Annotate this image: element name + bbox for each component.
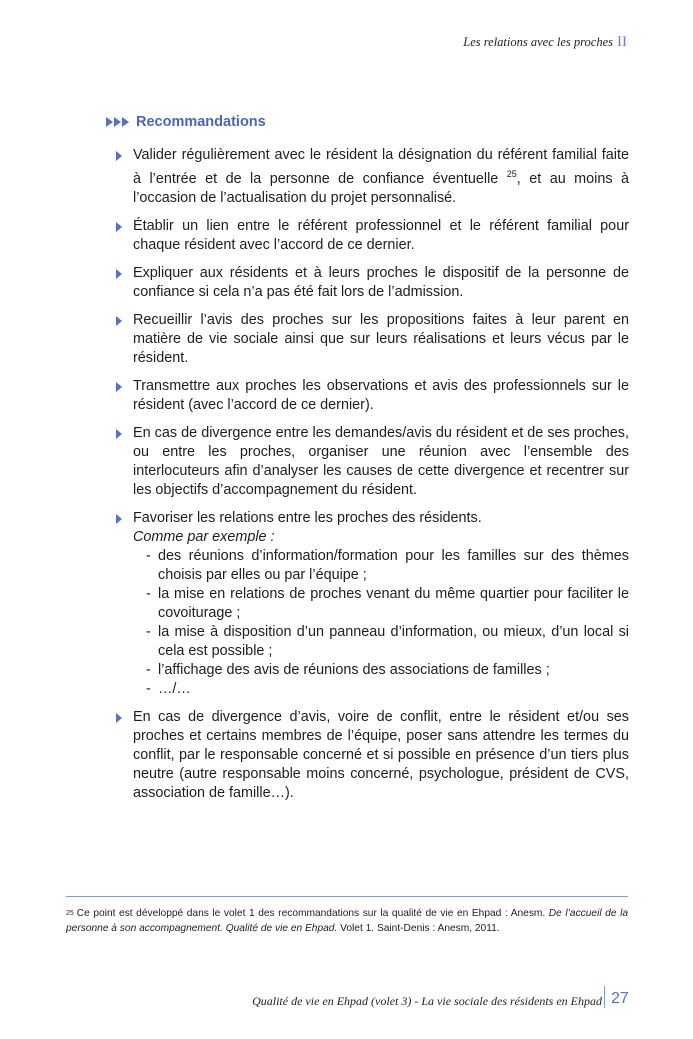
footer-publication: Qualité de vie en Ehpad (volet 3) - La vie sociale des résidents en Ehpad [252,994,602,1008]
chapter-number: II [617,34,627,50]
sub-list-item: - …/… [146,680,191,697]
sub-item-text: …/… [158,680,191,697]
bullet-triangle-icon [116,713,122,723]
item-text: Transmettre aux proches les observations et avis des professionnels sur le résident (avec l’accord de ce dernier). [133,377,629,413]
sub-list-item: - des réunions d’information/formation pour les familles sur des thèmes choisis par elles ou par l’équipe ; [146,547,629,583]
example-intro: Comme par exemple : [133,528,275,545]
sub-item-text: des réunions d’information/formation pour les familles sur des thèmes choisis par elles ou par l’équipe ; [158,547,629,583]
item-text: Établir un lien entre le référent professionnel et le référent familial pour chaque résident avec l’accord de ce dernier. [133,217,629,253]
bullet-triangle-icon [116,316,122,326]
section-title: Recommandations [136,114,266,130]
list-item [114,264,629,302]
list-item [114,424,629,500]
item-text-cont: , et au moins à l’occasion de l’actualisation du projet personnalisé. [133,170,630,206]
sub-item-text: l’affichage des avis de réunions des associations de familles ; [158,661,550,678]
page-number: 27 [611,990,629,1007]
footnote-text: Ce point est développé dans le volet 1 des recommandations sur la qualité de vie en Ehpad : Anesm. [76,908,549,919]
footnote-number: 25 [66,910,74,917]
bullet-triangle-icon [116,222,122,232]
sub-list-item: - l’affichage des avis de réunions des associations de familles ; [146,661,550,678]
sub-item-text: la mise à disposition d’un panneau d’information, ou mieux, d’un local si cela est possible ; [158,623,629,659]
footnote-source: Volet 1. Saint-Denis : Anesm, 2011. [337,923,500,934]
item-text: En cas de divergence d’avis, voire de conflit, entre le résident et/ou ses proches et certains membres de l’équipe, poser sans attendre les termes du conflit, par le responsable concerné et si possible en présence d’un tiers plus neutre (autre responsable moins concerné, psychologue, président de CVS, association de famille…). [133,708,629,801]
footnote-divider [66,896,628,897]
bullet-triangle-icon [116,382,122,392]
running-title: Les relations avec les proches [463,35,613,49]
running-header [463,34,627,51]
item-text: Recueillir l’avis des proches sur les propositions faites à leur parent en matière de vie sociale ainsi que sur leurs réalisations et leurs vécus par le résident. [133,311,629,366]
sub-list-item: - la mise en relations de proches venant du même quartier pour faciliter le covoiturage ; [146,585,629,621]
item-text: Valider régulièrement avec le résident la désignation du référent familial faite à l’entrée et de la personne de confiance éventuelle [133,147,629,187]
triple-arrow-icon [106,117,130,127]
list-item [114,708,629,803]
list-item [114,311,629,368]
sub-item-text: la mise en relations de proches venant du même quartier pour faciliter le covoiturage ; [158,585,629,621]
bullet-triangle-icon [116,151,122,161]
list-item [114,377,629,415]
list-item [114,146,629,208]
footnote-title: De l’accueil de la personne à son accompagnement. Qualité de vie en Ehpad. [66,908,628,934]
section-heading [106,114,266,130]
list-item [114,509,629,699]
item-text: Favoriser les relations entre les proches des résidents. [133,509,482,526]
sub-list-item: - la mise à disposition d’un panneau d’information, ou mieux, d’un local si cela est possible ; [146,623,629,659]
bullet-triangle-icon [116,429,122,439]
item-text: Expliquer aux résidents et à leurs proches le dispositif de la personne de confiance si cela n’a pas été fait lors de l’admission. [133,264,629,300]
recommendation-list [114,146,629,812]
footnote [66,906,628,936]
footer-divider [604,986,605,1008]
bullet-triangle-icon [116,514,122,524]
item-text: En cas de divergence entre les demandes/avis du résident et de ses proches, ou entre les proches, organiser une réunion avec l’ensemble des interlocuteurs afin d’analyser les causes de cette divergence et recentrer sur les objectifs d’accompagnement du résident. [133,424,629,498]
bullet-triangle-icon [116,269,122,279]
footnote-ref: 25 [506,169,517,179]
list-item [114,217,629,255]
